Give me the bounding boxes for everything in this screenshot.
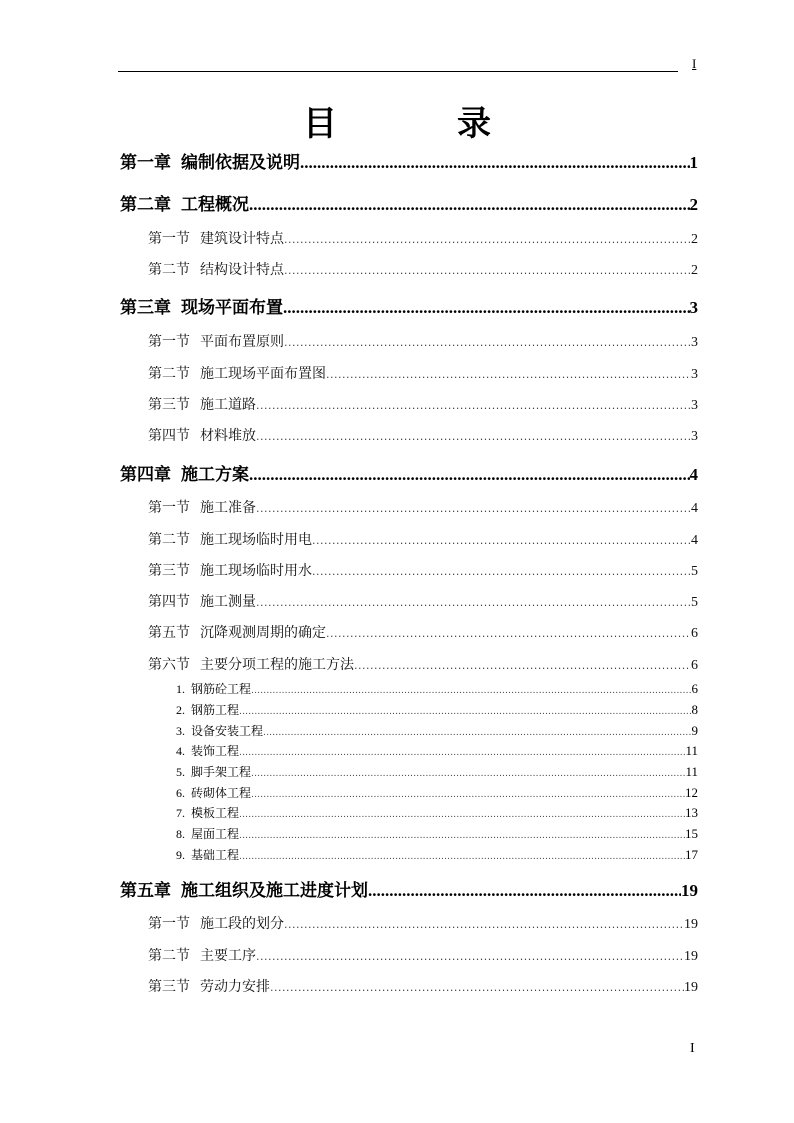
leader-dots	[239, 831, 685, 841]
toc-subitem[interactable]	[176, 701, 698, 718]
page-number: 3	[691, 335, 698, 350]
subitem-no: 2.	[176, 703, 185, 717]
section-no: 第一节	[148, 500, 190, 516]
toc-section[interactable]	[148, 913, 698, 933]
subitem-no: 1.	[176, 682, 185, 696]
chapter-title: 现场平面布置	[181, 298, 283, 318]
toc-section[interactable]	[148, 622, 698, 642]
leader-dots	[284, 918, 684, 931]
chapter-no: 第五章	[120, 881, 171, 901]
page-number: 8	[691, 702, 698, 717]
section-no: 第三节	[148, 563, 190, 579]
leader-dots	[249, 465, 690, 485]
page-number: 19	[681, 881, 698, 900]
section-title: 材料堆放	[200, 428, 256, 444]
chapter-title: 工程概况	[181, 195, 249, 215]
page-number: 6	[691, 681, 698, 696]
chapter-no: 第三章	[120, 298, 171, 318]
subitem-title: 屋面工程	[191, 827, 240, 841]
section-no: 第一节	[148, 916, 190, 932]
toc-section[interactable]	[148, 363, 698, 383]
leader-dots	[354, 659, 691, 672]
toc-subitem[interactable]	[176, 763, 698, 780]
page-number: 15	[685, 826, 698, 841]
page-number: 3	[689, 298, 698, 317]
toc-subitem[interactable]	[176, 742, 698, 759]
leader-dots	[263, 728, 691, 738]
toc-subitem[interactable]	[176, 804, 698, 821]
page-number: 13	[685, 805, 698, 820]
section-title: 劳动力安排	[200, 979, 270, 995]
page-number: 1	[689, 153, 698, 172]
page-number: 4	[691, 533, 698, 548]
leader-dots	[312, 534, 691, 547]
leader-dots	[239, 748, 685, 758]
toc-subitem[interactable]	[176, 846, 698, 863]
section-title: 建筑设计特点	[200, 231, 284, 247]
subitem-no: 7.	[176, 806, 185, 820]
toc-subitem[interactable]	[176, 680, 698, 697]
leader-dots	[239, 707, 691, 717]
toc-section[interactable]	[148, 497, 698, 517]
toc-subitem[interactable]	[176, 784, 698, 801]
toc-title-part1: 目	[303, 104, 337, 144]
chapter-no: 第四章	[120, 465, 171, 485]
subitem-title: 设备安装工程	[191, 724, 264, 738]
chapter-title: 编制依据及说明	[181, 153, 300, 173]
leader-dots	[270, 981, 684, 994]
toc-chapter-2[interactable]	[120, 190, 698, 215]
leader-dots	[256, 399, 691, 412]
leader-dots	[251, 769, 685, 779]
section-title: 施工道路	[200, 397, 256, 413]
header-rule	[118, 71, 678, 72]
subitem-no: 5.	[176, 765, 185, 779]
leader-dots	[284, 233, 691, 246]
leader-dots	[256, 502, 691, 515]
chapter-no: 第二章	[120, 195, 171, 215]
header-page-marker: I	[692, 56, 697, 71]
chapter-title: 施工方案	[181, 465, 249, 485]
section-title: 主要分项工程的施工方法	[200, 657, 354, 673]
page-number: 3	[691, 398, 698, 413]
subitem-title: 基础工程	[191, 848, 240, 862]
leader-dots	[284, 336, 691, 349]
leader-dots	[251, 790, 685, 800]
subitem-title: 钢筋砼工程	[191, 682, 252, 696]
section-no: 第一节	[148, 334, 190, 350]
leader-dots	[368, 881, 681, 901]
subitem-no: 9.	[176, 848, 185, 862]
leader-dots	[256, 596, 691, 609]
section-no: 第二节	[148, 366, 190, 382]
chapter-no: 第一章	[120, 153, 171, 173]
section-title: 平面布置原则	[200, 334, 284, 350]
subitem-no: 3.	[176, 724, 185, 738]
toc-chapter-3[interactable]	[120, 293, 698, 318]
toc-chapter-5[interactable]	[120, 876, 698, 901]
page-number: 11	[685, 743, 698, 758]
page-number: 5	[691, 595, 698, 610]
leader-dots	[239, 810, 685, 820]
chapter-title: 施工组织及施工进度计划	[181, 881, 368, 901]
section-title: 施工准备	[200, 500, 256, 516]
toc-chapter-4[interactable]	[120, 460, 698, 485]
page-number: 5	[691, 564, 698, 579]
subitem-title: 钢筋工程	[191, 703, 240, 717]
leader-dots	[256, 950, 684, 963]
page-number: 6	[691, 626, 698, 641]
page-number: 2	[691, 263, 698, 278]
subitem-title: 脚手架工程	[191, 765, 252, 779]
toc-section[interactable]	[148, 394, 698, 414]
section-title: 结构设计特点	[200, 262, 284, 278]
subitem-no: 8.	[176, 827, 185, 841]
leader-dots	[239, 852, 685, 862]
toc-chapter-1[interactable]	[120, 148, 698, 173]
page-number: 11	[685, 764, 698, 779]
leader-dots	[300, 153, 690, 173]
section-no: 第四节	[148, 428, 190, 444]
toc-section[interactable]	[148, 259, 698, 279]
toc-section[interactable]	[148, 529, 698, 549]
section-no: 第三节	[148, 397, 190, 413]
subitem-no: 4.	[176, 744, 185, 758]
page-number: 2	[691, 232, 698, 247]
page-number: 6	[691, 658, 698, 673]
section-no: 第一节	[148, 231, 190, 247]
toc-title	[0, 96, 794, 145]
page-number: 19	[684, 949, 698, 964]
section-no: 第三节	[148, 979, 190, 995]
page-number: 17	[685, 847, 698, 862]
section-no: 第六节	[148, 657, 190, 673]
section-title: 施工现场临时用水	[200, 563, 312, 579]
toc-section[interactable]	[148, 331, 698, 351]
page-number: 19	[684, 980, 698, 995]
leader-dots	[283, 298, 690, 318]
toc-section[interactable]	[148, 228, 698, 248]
section-title: 施工现场平面布置图	[200, 366, 326, 382]
subitem-no: 6.	[176, 786, 185, 800]
page-number: 12	[685, 785, 698, 800]
section-no: 第二节	[148, 262, 190, 278]
leader-dots	[256, 430, 691, 443]
page-number: 4	[689, 465, 698, 484]
toc-section[interactable]	[148, 945, 698, 965]
page-number: 3	[691, 429, 698, 444]
section-title: 沉降观测周期的确定	[200, 625, 326, 641]
section-title: 施工测量	[200, 594, 256, 610]
toc-section[interactable]	[148, 560, 698, 580]
leader-dots	[251, 686, 691, 696]
subitem-title: 装饰工程	[191, 744, 240, 758]
toc-subitem[interactable]	[176, 722, 698, 739]
section-no: 第二节	[148, 948, 190, 964]
section-no: 第五节	[148, 625, 190, 641]
page-number: 9	[691, 723, 698, 738]
leader-dots	[284, 264, 691, 277]
page-number: 4	[691, 501, 698, 516]
toc-title-part2: 录	[457, 104, 491, 144]
leader-dots	[249, 195, 690, 215]
section-title: 施工现场临时用电	[200, 532, 312, 548]
toc-section[interactable]	[148, 425, 698, 445]
toc-subitem[interactable]	[176, 825, 698, 842]
section-no: 第四节	[148, 594, 190, 610]
section-title: 主要工序	[200, 948, 256, 964]
page-number: 19	[684, 917, 698, 932]
page-number: 3	[691, 367, 698, 382]
section-no: 第二节	[148, 532, 190, 548]
toc-section[interactable]	[148, 654, 698, 674]
subitem-title: 模板工程	[191, 806, 240, 820]
leader-dots	[326, 627, 691, 640]
footer-page-marker: I	[690, 1041, 695, 1056]
page-number: 2	[689, 195, 698, 214]
subitem-title: 砖砌体工程	[191, 786, 252, 800]
toc-section[interactable]	[148, 976, 698, 996]
leader-dots	[312, 565, 691, 578]
leader-dots	[326, 368, 691, 381]
toc-section[interactable]	[148, 591, 698, 611]
section-title: 施工段的划分	[200, 916, 284, 932]
